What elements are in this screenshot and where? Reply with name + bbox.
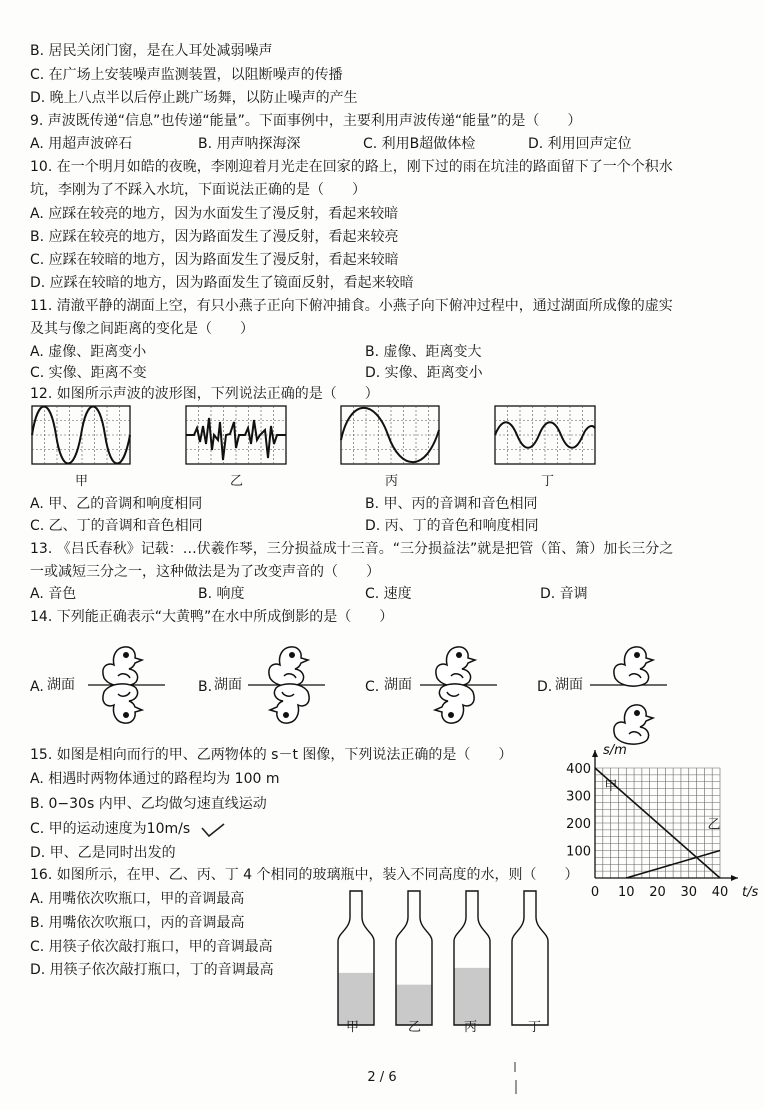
q10-option-c: C. 应踩在较暗的地方，因为路面发生了漫反射，看起来较暗	[30, 252, 399, 268]
q10-option-a: A. 应踩在较亮的地方，因为水面发生了漫反射，看起来较暗	[30, 206, 399, 222]
q12-option-c: C. 乙、丁的音调和音色相同	[30, 518, 203, 534]
q14-stem: 14. 下列能正确表示“大黄鸭”在水中所成倒影的是（ ）	[30, 609, 394, 625]
bottle-label-ding: 丁	[528, 1020, 542, 1035]
q13-option-d: D. 音调	[540, 586, 588, 602]
q12-option-d: D. 丙、丁的音色和响度相同	[365, 518, 539, 534]
bottle-label-bing: 丙	[464, 1020, 478, 1035]
st-chart	[565, 743, 759, 908]
q10-stem-line2: 坑，李刚为了不踩入水坑，下面说法正确的是（ ）	[30, 182, 366, 198]
y-tick-label: 300	[566, 789, 591, 805]
q16-option-b: B. 用嘴依次吹瓶口，丙的音调最高	[30, 915, 245, 931]
q14-option-c-lake: 湖面	[384, 677, 412, 693]
q14-option-a-lake: 湖面	[47, 677, 75, 693]
q13-stem-line1: 13. 《吕氏春秋》记载：…伏羲作琴，三分损益成十三音。“三分损益法”就是把管（笛、箫）加长三分之	[30, 541, 674, 557]
q10-stem-line1: 10. 在一个明月如皓的夜晚，李刚迎着月光走在回家的路上，刚下过的雨在坑洼的路面留下了一个个积水	[30, 159, 673, 175]
q10-option-d: D. 应踩在较暗的地方，因为路面发生了镜面反射，看起来较暗	[30, 275, 414, 291]
q13-option-c: C. 速度	[365, 586, 412, 602]
q15-option-b: B. 0−30s 内甲、乙均做匀速直线运动	[30, 796, 267, 812]
waveform-jia	[32, 406, 130, 464]
waveform-yi	[186, 406, 286, 464]
option-c-figure	[420, 647, 497, 723]
option-a-figure	[88, 647, 165, 723]
q12-waveforms	[0, 400, 764, 480]
waveform-ding	[495, 406, 595, 464]
option-d-figure	[590, 647, 667, 744]
y-axis-label: s/m	[603, 743, 627, 758]
q10-option-b: B. 应踩在较亮的地方，因为路面发生了漫反射，看起来较亮	[30, 229, 399, 245]
q11-option-d: D. 实像、距离变小	[365, 365, 483, 381]
q9-stem: 9. 声波既传递“信息”也传递“能量”。下面事例中，主要利用声波传递“能量”的是（ ）	[30, 113, 582, 129]
q12-label-ding: 丁	[541, 474, 555, 489]
q14-option-b-label: B.	[198, 679, 213, 695]
q8-option-b: B. 居民关闭门窗，是在人耳处减弱噪声	[30, 43, 273, 59]
q11-option-c: C. 实像、距离不变	[30, 365, 147, 381]
q12-label-jia: 甲	[75, 474, 89, 489]
q16-option-d: D. 用筷子依次敲打瓶口，丁的音调最高	[30, 962, 274, 978]
x-tick-label: 20	[649, 885, 666, 900]
q9-option-d: D. 利用回声定位	[528, 136, 632, 152]
q9-option-c: C. 利用B超做体检	[363, 136, 476, 152]
q9-option-a: A. 用超声波碎石	[30, 136, 133, 152]
q13-option-a: A. 音色	[30, 586, 77, 602]
q14-option-c-label: C.	[365, 679, 380, 695]
q16-bottles	[330, 885, 570, 1035]
q9-option-b: B. 用声呐探海深	[198, 136, 301, 152]
q16-option-a: A. 用嘴依次吹瓶口，甲的音调最高	[30, 891, 245, 907]
bottle-label-jia: 甲	[346, 1020, 360, 1035]
x-tick-label: 0	[590, 885, 600, 900]
page-number: 2 / 6	[367, 1070, 397, 1085]
y-tick-label: 200	[566, 817, 591, 832]
x-tick-label: 40	[711, 885, 729, 900]
q15-option-a: A. 相遇时两物体通过的路程均为 100 m	[30, 771, 280, 787]
q8-option-c: C. 在广场上安装噪声监测装置，以阻断噪声的传播	[30, 67, 343, 83]
q11-option-a: A. 虚像、距离变小	[30, 344, 147, 360]
q12-stem: 12. 如图所示声波的波形图，下列说法正确的是（ ）	[30, 386, 379, 402]
q13-option-b: B. 响度	[198, 586, 245, 602]
y-tick-label: 100	[566, 844, 591, 860]
q12-label-bing: 丙	[385, 474, 399, 489]
q14-figures	[0, 630, 764, 745]
q14-option-a-label: A.	[30, 679, 44, 695]
option-b-figure	[248, 647, 325, 723]
q11-option-b: B. 虚像、距离变大	[365, 344, 482, 360]
y-axis-arrow	[592, 750, 598, 757]
waveform-bing	[341, 406, 439, 464]
bottle-ding	[512, 891, 548, 1025]
q8-option-d: D. 晚上八点半以后停止跳广场舞，以防止噪声的产生	[30, 90, 358, 106]
q14-option-d-lake: 湖面	[555, 677, 583, 693]
q13-stem-line2: 一或减短三分之一，这种做法是为了改变声音的（ ）	[30, 564, 380, 580]
x-tick-label: 10	[617, 885, 635, 900]
q11-stem-line2: 及其与像之间距离的变化是（ ）	[30, 321, 254, 337]
q15-stem: 15. 如图是相向而行的甲、乙两物体的 s－t 图像，下列说法正确的是（ ）	[30, 747, 513, 763]
series-label: 乙	[707, 817, 721, 833]
q12-option-b: B. 甲、丙的音调和音色相同	[365, 496, 538, 512]
q15-option-c: C. 甲的运动速度为10m/s	[30, 821, 191, 837]
series-label: 甲	[604, 779, 618, 794]
scan-edge-mark	[512, 1060, 522, 1100]
bottle-label-yi: 乙	[408, 1020, 422, 1035]
q14-option-b-lake: 湖面	[214, 677, 242, 693]
q14-option-d-label: D.	[537, 679, 553, 695]
pen-check-mark	[200, 822, 230, 842]
x-tick-label: 30	[680, 885, 698, 900]
q16-stem: 16. 如图所示，在甲、乙、丙、丁 4 个相同的玻璃瓶中，装入不同高度的水，则（ ）	[30, 867, 579, 883]
q12-label-yi: 乙	[230, 474, 244, 489]
y-tick-label: 400	[566, 762, 591, 777]
q15-option-d: D. 甲、乙是同时出发的	[30, 845, 176, 861]
q12-option-a: A. 甲、乙的音调和响度相同	[30, 496, 203, 512]
x-axis-arrow	[731, 875, 738, 881]
q11-stem-line1: 11. 清澈平静的湖面上空，有只小燕子正向下俯冲捕食。小燕子向下俯冲过程中，通过湖面所成像的虚实	[30, 298, 673, 314]
x-axis-label: t/s	[742, 885, 759, 900]
q16-option-c: C. 用筷子依次敲打瓶口，甲的音调最高	[30, 939, 273, 955]
